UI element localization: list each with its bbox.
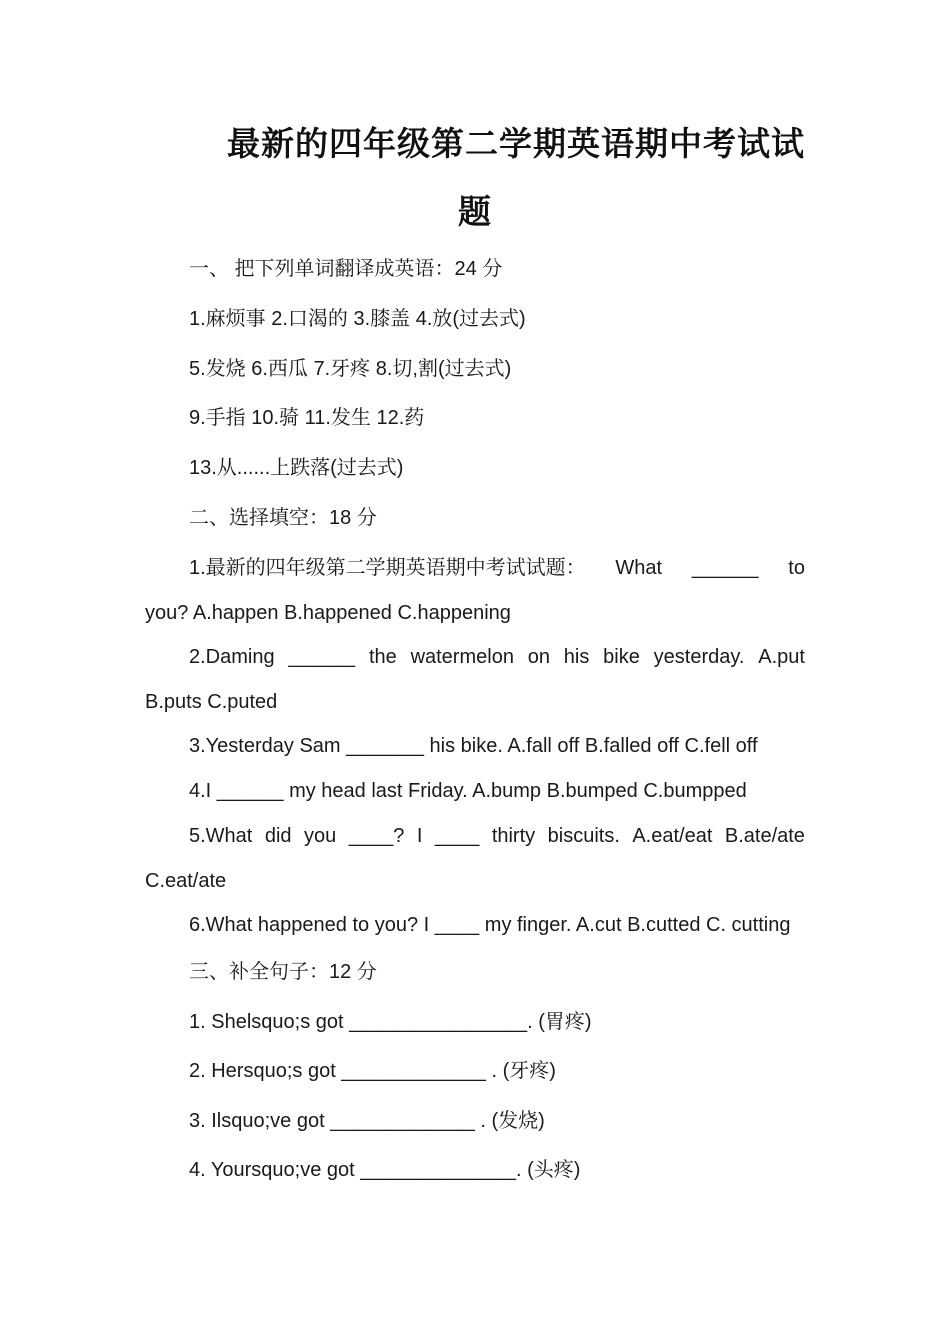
section1-line-3: 9.手指 10.骑 11.发生 12.药 xyxy=(189,407,425,429)
word: on xyxy=(527,646,550,668)
word: you xyxy=(304,825,337,847)
section3-line-3: 3. Ilsquo;ve got _____________ . (发烧) xyxy=(189,1110,545,1132)
word: bike xyxy=(603,646,640,668)
section2-q2-line2: B.puts C.puted xyxy=(145,691,278,713)
document-title-line2: 题 xyxy=(458,192,492,231)
word: A.put xyxy=(758,646,805,668)
section1-heading: 一、 把下列单词翻译成英语：24 分 xyxy=(189,258,503,280)
word: 5.What xyxy=(189,825,253,847)
word: biscuits. xyxy=(547,825,620,847)
word: ______ xyxy=(691,557,759,579)
section2-q5-line2: C.eat/ate xyxy=(145,870,227,892)
word: I xyxy=(416,825,423,847)
word: did xyxy=(264,825,292,847)
section2-q6: 6.What happened to you? I ____ my finger. A.cut B.cutted C. cutting xyxy=(189,914,791,936)
section1-line-1: 1.麻烦事 2.口渴的 3.膝盖 4.放(过去式) xyxy=(189,308,526,330)
section2-q1-line2: you? A.happen B.happened C.happening xyxy=(145,602,511,624)
section2-q4: 4.I ______ my head last Friday. A.bump B.bumped C.bumpped xyxy=(189,780,747,802)
word: to xyxy=(788,557,805,579)
section2-q1-line1 xyxy=(189,553,805,583)
section3-line-1: 1. Shelsquo;s got ________________. (胃疼) xyxy=(189,1011,592,1033)
word: ____? xyxy=(348,825,405,847)
section1-line-4: 13.从......上跌落(过去式) xyxy=(189,457,404,479)
word: his xyxy=(563,646,590,668)
section3-line-2: 2. Hersquo;s got _____________ . (牙疼) xyxy=(189,1060,556,1082)
section3-heading: 三、补全句子：12 分 xyxy=(189,961,377,983)
word: What xyxy=(615,557,663,579)
section2-heading: 二、选择填空：18 分 xyxy=(189,507,377,529)
word: ______ xyxy=(288,646,356,668)
word: the xyxy=(368,646,397,668)
word: watermelon xyxy=(410,646,514,668)
word: thirty xyxy=(491,825,536,847)
word: ____ xyxy=(434,825,480,847)
word: yesterday. xyxy=(653,646,745,668)
section2-q3: 3.Yesterday Sam _______ his bike. A.fall off B.falled off C.fell off xyxy=(189,735,758,757)
section2-q2-line1 xyxy=(189,642,805,672)
section3-line-4: 4. Yoursquo;ve got ______________. (头疼) xyxy=(189,1159,581,1181)
word: 2.Daming xyxy=(189,646,275,668)
section1-line-2: 5.发烧 6.西瓜 7.牙疼 8.切,割(过去式) xyxy=(189,358,512,380)
word: A.eat/eat xyxy=(632,825,713,847)
section2-q5-line1 xyxy=(189,821,805,851)
document-title-line1: 最新的四年级第二学期英语期中考试试 xyxy=(227,124,805,163)
word: 1.最新的四年级第二学期英语期中考试试题： xyxy=(189,557,586,579)
word: B.ate/ate xyxy=(724,825,805,847)
